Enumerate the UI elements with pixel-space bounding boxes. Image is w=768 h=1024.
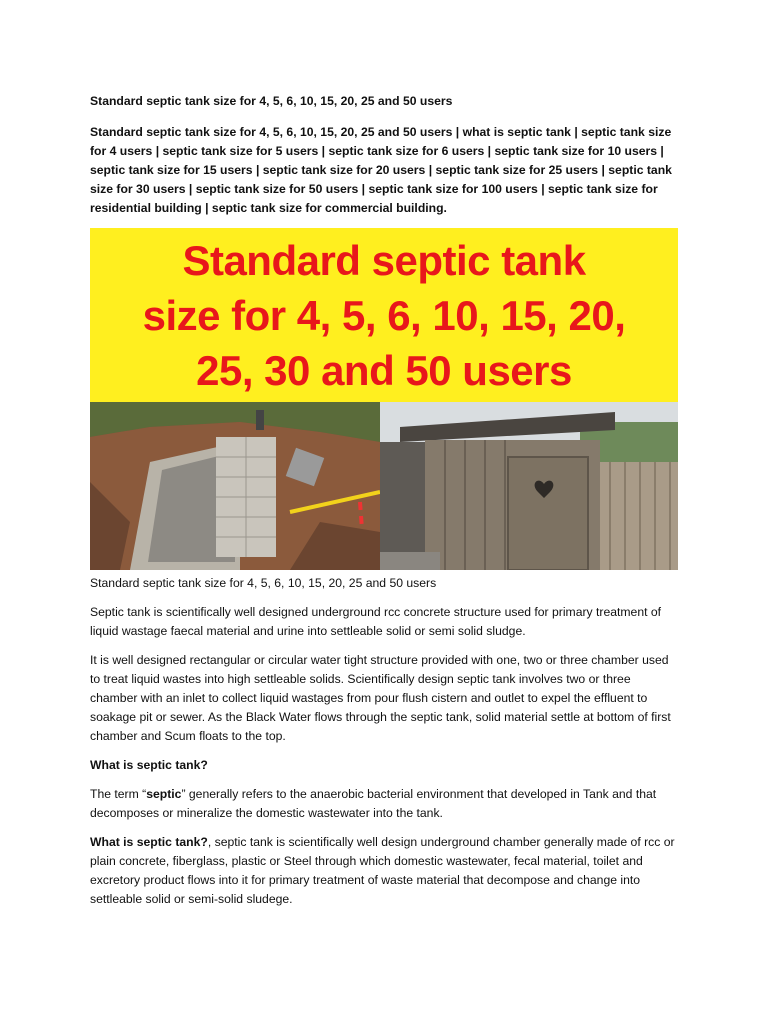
title-banner — [90, 228, 678, 402]
photo-strip — [90, 402, 678, 570]
paragraph-definition: Septic tank is scientifically well designed underground rcc concrete structure used for primary treatment of liquid wastage faecal material and urine into settleable solid or semi solid sludge. — [90, 605, 662, 638]
term-explanation: ” generally refers to the anaerobic bacterial environment that developed in Tank and that decomposes or mineralize the domestic wastewater into the tank. — [90, 787, 657, 820]
what-is-rest: , septic tank is scientifically well design underground chamber generally made of rcc or plain concrete, fiberglass, plastic or Steel through which domestic wastewater, fecal material, toilet and excretory product flows into it for primary treatment of waste material that decompose and change into settleable solid or semi-solid sludege. — [90, 835, 675, 906]
paragraph-design: It is well designed rectangular or circular water tight structure provided with one, two or three chamber used to treat liquid wastes into high settleable solids. Scientifically design septic tank involves two or three chamber with an inlet to collect liquid wastages from pour flush cistern and outlet to expel the effluent to soakage pit or sewer. As the Black Water flows through the septic tank, solid material settle at bottom of first chamber and Scum floats to the top. — [90, 653, 671, 743]
lead-paragraph: Standard septic tank size for 4, 5, 6, 10, 15, 20, 25 and 50 users | what is septic tank | septic tank size for 4 users | septic tank size for 5 users | septic tank size for 6 users | septic tank size for 10 users | septic tank size for 15 users | septic tank size for 20 users | septic tank size for 25 users | septic tank size for 30 users | septic tank size for 50 users | septic tank size for 100 users | septic tank size for residential building | septic tank size for commercial building. — [90, 125, 672, 215]
what-is-bold: What is septic tank? — [90, 835, 208, 849]
section-heading-what-is: What is septic tank? — [90, 758, 208, 772]
banner-line-2: size for 4, 5, 6, 10, 15, 20, — [142, 291, 626, 339]
document-page — [90, 92, 680, 919]
featured-image — [90, 228, 680, 570]
banner-line-1: Standard septic tank — [182, 236, 586, 284]
paragraph-term-septic — [90, 785, 680, 823]
banner-line-3: 25, 30 and 50 users — [196, 346, 572, 394]
image-caption: Standard septic tank size for 4, 5, 6, 10, 15, 20, 25 and 50 users — [90, 576, 437, 590]
document-title: Standard septic tank size for 4, 5, 6, 10, 15, 20, 25 and 50 users — [90, 94, 453, 108]
paragraph-what-is-detail — [90, 833, 680, 909]
term-quote-open: The term “ — [90, 787, 147, 801]
wooden-outhouse-photo — [380, 402, 678, 570]
term-septic: septic — [146, 787, 182, 801]
concrete-septic-tank-photo — [90, 402, 380, 570]
